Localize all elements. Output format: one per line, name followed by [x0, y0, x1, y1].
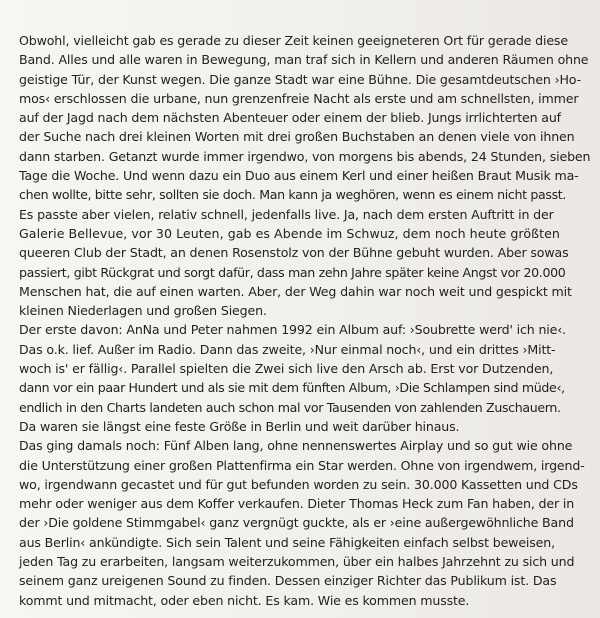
text-line: auf der Jagd nach dem nächsten Abenteuer oder einem der blieb. Jungs irrlichterten auf [19, 110, 561, 126]
text-line: Das ging damals noch: Fünf Alben lang, ohne nennenswertes Airplay und so gut wie ohne [19, 438, 573, 454]
text-line: mehr oder weniger aus dem Koffer verkaufen. Dieter Thomas Heck zum Fan haben, der in [19, 496, 575, 512]
text-line: mos‹ erschlossen die urbane, nun grenzenfreie Nacht als erste und am schnellsten, immer [19, 90, 579, 106]
text-line: Es passte aber vielen, relativ schnell, jedenfalls live. Ja, nach dem ersten Auftritt in der [19, 206, 554, 222]
paragraph-1 [19, 31, 600, 320]
text-line: dann starben. Getanzt wurde immer irgendwo, von morgens bis abends, 24 Stunden, sieben [19, 148, 591, 164]
text-line: kleinen Niederlagen und großen Siegen. [19, 303, 267, 319]
text-line: Das o.k. lief. Außer im Radio. Dann das zweite, ›Nur einmal noch‹, und ein drittes ›Mitt- [19, 341, 556, 357]
text-line: aus Berlin‹ ankündigte. Sich sein Talent und seine Fähigkeiten einfach selbst beweisen, [19, 534, 555, 550]
text-line: Band. Alles und alle waren in Bewegung, man traf sich in Kellern und anderen Räumen ohne [19, 52, 589, 68]
text-line: Galerie Bellevue, vor 30 Leuten, gab es Abende im Schwuz, dem noch heute größten [19, 225, 560, 241]
text-line: kommt und mitmacht, oder eben nicht. Es kam. Wie es kommen musste. [19, 592, 470, 608]
text-line: dann vor ein paar Hundert und als sie mit dem fünften Album, ›Die Schlampen sind müde‹, [19, 380, 565, 396]
text-line: der Suche nach drei kleinen Worten mit drei großen Buchstaben an denen viele von ihnen [19, 129, 575, 145]
text-line: chen wollte, bitte sehr, sollten sie doch. Man kann ja weghören, wenn es einem nicht passt. [19, 187, 567, 203]
paragraph-3 [19, 436, 600, 610]
text-line: passiert, gibt Rückgrat und sorgt dafür, dass man zehn Jahre später keine Angst vor 20.000 [19, 264, 566, 280]
text-line: endlich in den Charts landeten auch schon mal vor Tausenden von zahlenden Zuschauern. [19, 399, 561, 415]
paragraph-2 [19, 320, 600, 436]
text-line: seinem ganz ureigenen Sound zu finden. Dessen einziger Richter das Publikum ist. Das [19, 573, 557, 589]
text-line: Obwohl, vielleicht gab es gerade zu dieser Zeit keinen geeigneteren Ort für gerade diese [19, 33, 568, 48]
text-line: Da waren sie längst eine feste Größe in Berlin und weit darüber hinaus. [19, 418, 460, 434]
body-text [19, 31, 600, 610]
text-line: der ›Die goldene Stimmgabel‹ ganz vergnügt guckte, als er ›eine außergewöhnliche Band [19, 515, 574, 531]
text-line: die Unterstützung einer großen Plattenfirma ein Star werden. Ohne von irgendwem, irgend- [19, 457, 585, 473]
text-line: jeden Tag zu erarbeiten, langsam weiterzukommen, über ein halbes Jahrzehnt zu sich und [19, 554, 575, 570]
text-line: queeren Club der Stadt, an denen Rosenstolz von der Bühne gebuht wurden. Aber sowas [19, 245, 569, 261]
text-line: wo, irgendwann gecastet und für gut befunden worden zu sein. 30.000 Kassetten und CDs [19, 476, 578, 492]
text-line: Tage die Woche. Und wenn dazu ein Duo aus einem Kerl und einer heißen Braut Musik ma- [19, 168, 579, 184]
text-line: geistige Tür, der Kunst wegen. Die ganze Stadt war eine Bühne. Die gesamtdeutschen ›Ho- [19, 71, 581, 87]
text-line: woch is' er fällig‹. Parallel spielten die Zwei sich live den Arsch ab. Erst vor Dutzenden, [19, 361, 554, 377]
text-line: Menschen hat, die auf einen warten. Aber, der Weg dahin war noch weit und gespickt mit [19, 283, 572, 299]
text-line: Der erste davon: AnNa und Peter nahmen 1992 ein Album auf: ›Soubrette werd' ich nie‹. [19, 322, 566, 338]
